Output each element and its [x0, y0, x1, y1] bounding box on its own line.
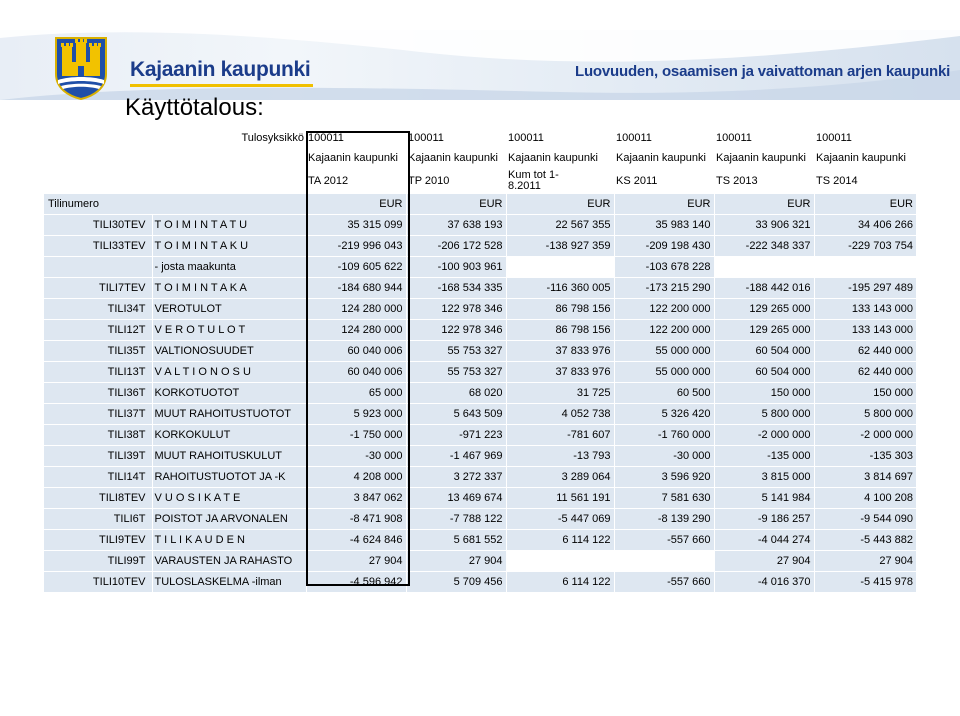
value-cell: -8 471 908: [306, 509, 406, 530]
value-cell: 60 040 006: [306, 341, 406, 362]
account-code-cell: TILI36T: [44, 383, 152, 404]
value-cell: -206 172 528: [406, 236, 506, 257]
account-name-cell: V E R O T U L O T: [152, 320, 306, 341]
account-code-cell: TILI13T: [44, 362, 152, 383]
value-cell: -173 215 290: [614, 278, 714, 299]
account-code-cell: TILI33TEV: [44, 236, 152, 257]
value-cell: 122 200 000: [614, 320, 714, 341]
header-empty-cell: [44, 168, 152, 194]
value-cell: 122 200 000: [614, 299, 714, 320]
value-cell: -557 660: [614, 530, 714, 551]
account-code-cell: TILI35T: [44, 341, 152, 362]
unit-name-cell: Kajaanin kaupunki: [614, 148, 714, 168]
account-name-cell: RAHOITUSTUOTOT JA -K: [152, 467, 306, 488]
currency-cell: EUR: [506, 194, 614, 215]
brand-underline: [130, 84, 313, 87]
value-cell: -781 607: [506, 425, 614, 446]
value-cell: 13 469 674: [406, 488, 506, 509]
value-cell: 68 020: [406, 383, 506, 404]
value-cell: -5 415 978: [814, 572, 916, 593]
value-cell: 122 978 346: [406, 320, 506, 341]
table-row: [44, 425, 916, 446]
value-cell: 4 208 000: [306, 467, 406, 488]
value-cell: 65 000: [306, 383, 406, 404]
tilinumero-label: Tilinumero: [44, 194, 152, 215]
value-cell: 55 000 000: [614, 362, 714, 383]
value-cell: 6 114 122: [506, 572, 614, 593]
header-empty-cell: [44, 148, 152, 168]
currency-cell: EUR: [406, 194, 506, 215]
value-cell: 5 326 420: [614, 404, 714, 425]
table-row: [44, 467, 916, 488]
unit-name-cell: Kajaanin kaupunki: [714, 148, 814, 168]
value-cell: [614, 551, 714, 572]
value-cell: 60 040 006: [306, 362, 406, 383]
value-cell: 62 440 000: [814, 341, 916, 362]
header-empty-cell: [152, 194, 306, 215]
value-cell: -30 000: [614, 446, 714, 467]
header-row-unit-code: [44, 128, 916, 148]
value-cell: -229 703 754: [814, 236, 916, 257]
value-cell: -100 903 961: [406, 257, 506, 278]
account-code-cell: TILI12T: [44, 320, 152, 341]
value-cell: 3 815 000: [714, 467, 814, 488]
value-cell: -219 996 043: [306, 236, 406, 257]
value-cell: -8 139 290: [614, 509, 714, 530]
value-cell: [506, 257, 614, 278]
account-name-cell: T O I M I N T A T U: [152, 215, 306, 236]
account-name-cell: MUUT RAHOITUSKULUT: [152, 446, 306, 467]
value-cell: 31 725: [506, 383, 614, 404]
header-empty-cell: [152, 148, 306, 168]
period-line-2: 8.2011: [508, 180, 541, 192]
value-cell: -9 186 257: [714, 509, 814, 530]
account-name-cell: KORKOKULUT: [152, 425, 306, 446]
value-cell: 7 581 630: [614, 488, 714, 509]
value-cell: -135 303: [814, 446, 916, 467]
value-cell: -4 044 274: [714, 530, 814, 551]
value-cell: -109 605 622: [306, 257, 406, 278]
value-cell: 3 272 337: [406, 467, 506, 488]
value-cell: 133 143 000: [814, 320, 916, 341]
account-name-cell: KORKOTUOTOT: [152, 383, 306, 404]
period-line-1: Kum tot 1-: [508, 169, 559, 181]
value-cell: -9 544 090: [814, 509, 916, 530]
value-cell: 3 847 062: [306, 488, 406, 509]
value-cell: 55 000 000: [614, 341, 714, 362]
value-cell: 60 504 000: [714, 362, 814, 383]
currency-cell: EUR: [306, 194, 406, 215]
value-cell: 150 000: [714, 383, 814, 404]
value-cell: -1 467 969: [406, 446, 506, 467]
value-cell: 35 983 140: [614, 215, 714, 236]
value-cell: 27 904: [714, 551, 814, 572]
table-row: [44, 320, 916, 341]
value-cell: 3 596 920: [614, 467, 714, 488]
value-cell: 11 561 191: [506, 488, 614, 509]
account-code-cell: TILI8TEV: [44, 488, 152, 509]
value-cell: -557 660: [614, 572, 714, 593]
value-cell: 27 904: [814, 551, 916, 572]
table-row: [44, 551, 916, 572]
value-cell: -971 223: [406, 425, 506, 446]
unit-code-cell: 100011: [614, 128, 714, 148]
period-cell: TA 2012: [306, 168, 406, 194]
table-row: [44, 299, 916, 320]
value-cell: 55 753 327: [406, 362, 506, 383]
value-cell: 86 798 156: [506, 299, 614, 320]
table-row: [44, 236, 916, 257]
value-cell: 37 638 193: [406, 215, 506, 236]
value-cell: -103 678 228: [614, 257, 714, 278]
value-cell: 5 709 456: [406, 572, 506, 593]
value-cell: 4 100 208: [814, 488, 916, 509]
account-name-cell: T I L I K A U D E N: [152, 530, 306, 551]
account-code-cell: TILI99T: [44, 551, 152, 572]
value-cell: 3 289 064: [506, 467, 614, 488]
value-cell: -116 360 005: [506, 278, 614, 299]
value-cell: 129 265 000: [714, 299, 814, 320]
period-cell: KS 2011: [614, 168, 714, 194]
value-cell: 129 265 000: [714, 320, 814, 341]
unit-code-cell: 100011: [406, 128, 506, 148]
table-row: [44, 362, 916, 383]
table-row: [44, 278, 916, 299]
value-cell: -2 000 000: [714, 425, 814, 446]
account-code-cell: [44, 257, 152, 278]
budget-table-container: [44, 128, 916, 593]
unit-name-cell: Kajaanin kaupunki: [306, 148, 406, 168]
value-cell: [814, 257, 916, 278]
period-cell: TS 2014: [814, 168, 916, 194]
unit-name-cell: Kajaanin kaupunki: [406, 148, 506, 168]
account-code-cell: TILI38T: [44, 425, 152, 446]
table-row: [44, 509, 916, 530]
account-code-cell: TILI30TEV: [44, 215, 152, 236]
value-cell: -135 000: [714, 446, 814, 467]
value-cell: 37 833 976: [506, 341, 614, 362]
value-cell: 27 904: [306, 551, 406, 572]
currency-cell: EUR: [614, 194, 714, 215]
brand-tagline: Luovuuden, osaamisen ja vaivattoman arjen kaupunki: [575, 63, 951, 80]
value-cell: -222 348 337: [714, 236, 814, 257]
value-cell: 5 923 000: [306, 404, 406, 425]
account-name-cell: POISTOT JA ARVONALEN: [152, 509, 306, 530]
page-title: Käyttötalous:: [125, 94, 264, 121]
header-banner: [0, 30, 960, 100]
value-cell: -188 442 016: [714, 278, 814, 299]
value-cell: 27 904: [406, 551, 506, 572]
value-cell: -13 793: [506, 446, 614, 467]
unit-code-cell: 100011: [814, 128, 916, 148]
value-cell: 5 800 000: [814, 404, 916, 425]
value-cell: 5 141 984: [714, 488, 814, 509]
value-cell: -184 680 944: [306, 278, 406, 299]
value-cell: -1 750 000: [306, 425, 406, 446]
account-name-cell: VEROTULOT: [152, 299, 306, 320]
value-cell: -4 624 846: [306, 530, 406, 551]
period-cell: TS 2013: [714, 168, 814, 194]
account-code-cell: TILI6T: [44, 509, 152, 530]
brand-name: Kajaanin kaupunki: [130, 58, 311, 81]
unit-code-cell: 100011: [506, 128, 614, 148]
currency-cell: EUR: [714, 194, 814, 215]
value-cell: -209 198 430: [614, 236, 714, 257]
account-code-cell: TILI34T: [44, 299, 152, 320]
value-cell: 55 753 327: [406, 341, 506, 362]
value-cell: -195 297 489: [814, 278, 916, 299]
value-cell: 34 406 266: [814, 215, 916, 236]
value-cell: 62 440 000: [814, 362, 916, 383]
account-name-cell: TULOSLASKELMA -ilman: [152, 572, 306, 593]
value-cell: -168 534 335: [406, 278, 506, 299]
value-cell: 5 800 000: [714, 404, 814, 425]
account-code-cell: TILI9TEV: [44, 530, 152, 551]
value-cell: 60 500: [614, 383, 714, 404]
period-cell: [506, 168, 614, 194]
account-name-cell: T O I M I N T A K A: [152, 278, 306, 299]
account-name-cell: MUUT RAHOITUSTUOTOT: [152, 404, 306, 425]
account-code-cell: TILI10TEV: [44, 572, 152, 593]
account-code-cell: TILI14T: [44, 467, 152, 488]
value-cell: 124 280 000: [306, 320, 406, 341]
value-cell: 6 114 122: [506, 530, 614, 551]
account-name-cell: VALTIONOSUUDET: [152, 341, 306, 362]
value-cell: 22 567 355: [506, 215, 614, 236]
account-name-cell: T O I M I N T A K U: [152, 236, 306, 257]
value-cell: -2 000 000: [814, 425, 916, 446]
value-cell: [714, 257, 814, 278]
value-cell: -138 927 359: [506, 236, 614, 257]
value-cell: -7 788 122: [406, 509, 506, 530]
header-row-currency: [44, 194, 916, 215]
account-code-cell: TILI7TEV: [44, 278, 152, 299]
table-row: [44, 446, 916, 467]
account-name-cell: V A L T I O N O S U: [152, 362, 306, 383]
value-cell: -5 443 882: [814, 530, 916, 551]
castle-crest-icon: [52, 36, 110, 100]
table-row: [44, 572, 916, 593]
value-cell: 35 315 099: [306, 215, 406, 236]
value-cell: 37 833 976: [506, 362, 614, 383]
table-row: [44, 215, 916, 236]
currency-cell: EUR: [814, 194, 916, 215]
value-cell: 5 681 552: [406, 530, 506, 551]
value-cell: 33 906 321: [714, 215, 814, 236]
unit-name-cell: Kajaanin kaupunki: [814, 148, 916, 168]
value-cell: 133 143 000: [814, 299, 916, 320]
value-cell: 4 052 738: [506, 404, 614, 425]
table-row: [44, 257, 916, 278]
value-cell: [506, 551, 614, 572]
value-cell: 86 798 156: [506, 320, 614, 341]
value-cell: 150 000: [814, 383, 916, 404]
value-cell: -1 760 000: [614, 425, 714, 446]
table-row: [44, 488, 916, 509]
unit-code-cell: 100011: [306, 128, 406, 148]
header-row-period: [44, 168, 916, 194]
unit-code-cell: 100011: [714, 128, 814, 148]
value-cell: -4 596 942: [306, 572, 406, 593]
period-cell: TP 2010: [406, 168, 506, 194]
table-row: [44, 530, 916, 551]
unit-name-cell: Kajaanin kaupunki: [506, 148, 614, 168]
value-cell: -30 000: [306, 446, 406, 467]
header-empty-cell: [152, 168, 306, 194]
tulosyksikko-label: Tulosyksikkö: [152, 128, 306, 148]
account-name-cell: - josta maakunta: [152, 257, 306, 278]
table-row: [44, 383, 916, 404]
header-empty-cell: [44, 128, 152, 148]
value-cell: 124 280 000: [306, 299, 406, 320]
account-name-cell: VARAUSTEN JA RAHASTO: [152, 551, 306, 572]
value-cell: 60 504 000: [714, 341, 814, 362]
value-cell: -4 016 370: [714, 572, 814, 593]
value-cell: -5 447 069: [506, 509, 614, 530]
header-row-unit-name: [44, 148, 916, 168]
value-cell: 122 978 346: [406, 299, 506, 320]
budget-table: [44, 128, 916, 593]
account-code-cell: TILI39T: [44, 446, 152, 467]
table-row: [44, 404, 916, 425]
value-cell: 5 643 509: [406, 404, 506, 425]
table-row: [44, 341, 916, 362]
value-cell: 3 814 697: [814, 467, 916, 488]
account-name-cell: V U O S I K A T E: [152, 488, 306, 509]
account-code-cell: TILI37T: [44, 404, 152, 425]
